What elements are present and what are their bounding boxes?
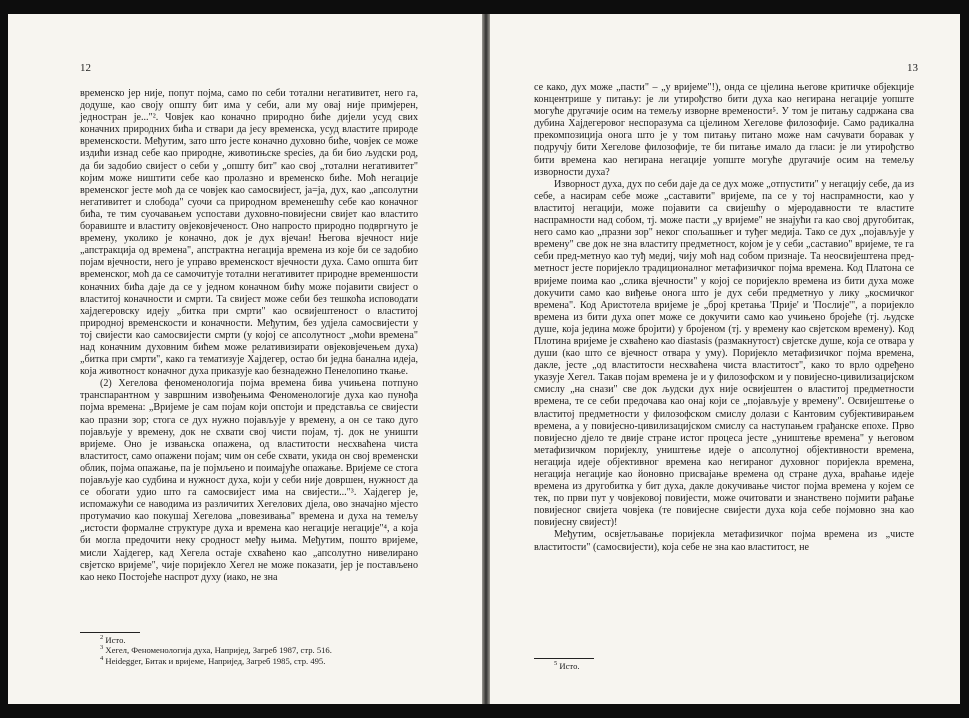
footnote-3: $^3$ Хегел, Феноменологија духа, Напријед, Загреб 1987, стр. 516.	[100, 644, 332, 656]
footnote-rule	[80, 632, 140, 633]
footnote-4: $^4$ Heidegger, Битак и вријеме, Напријед, Загреб 1985, стр. 495.	[100, 654, 326, 666]
left-body-text	[80, 88, 418, 584]
footnote-5: $^5$ Исто.	[554, 660, 580, 671]
right-page	[490, 14, 960, 704]
left-paragraph-2: (2) Хегелова феноменологија појма времена бива учињена потпуно транспарантном у завршним извођењима Феноменологије духа као пунођа појма времена: „Вријеме је сам појам који опстоји и представља се свијести као празни зор; стога се дух нужно појављује у времену, а он се тако дуго појављује у времену, док не схвати свој чисти појам, тј. док не уништи вријеме. Оно је извањска опажена, од властитости несхваћена чиста властитост, само опажени појам; чим он себе схвати, укида он свој временски облик, појма опажање, па је појмљено и поимајуће опажање. Вријеме се стога појављује као судбина и нужност духа, који у себи није довршен, нужност да се обогати удио што га самосвијест има на свијести..."³. Хајдегер је, испомажући се наводима из различитих Хегелових дјела, ово значајно мјесто протумачио као покушај Хегелова „повезивања" времена и духа на темељу „истости формалне структуре духа и времена као негације негације"⁴, а која би могла предочити неку сродност међу њима. Међутим, пошто вријеме, мисли Хајдегер, кад Хегела остаје схваћено као „апсолутно нивелирано свјетско вријеме", чије поријекло Хегел не може показати, јер је постављено као неко Постојеће наспрот духу (иако, не зна	[80, 378, 418, 583]
right-footnotes	[534, 658, 914, 671]
footnote-rule	[534, 658, 594, 659]
left-page	[8, 14, 482, 704]
book-gutter	[482, 14, 490, 704]
right-body-text	[534, 82, 914, 554]
left-paragraph-1: временско јер није, попут појма, само по себи тотални негативитет, него га, додуше, као своју општу бит има у себи, али му овај није примјерен, једностран је..."². Човјек као коначно природно биће дијели усуд свих коначних природних бића и ствари да јесу временска, усуд властите природе временскости. Међутим, зато што јесте коначно духовно биће, човјек се може издићи изнад себе као природне, животињске species, да би био људски род, да би задобио свијест о себи у „општу бит" као свој „тотални негативитет" којим може ништити себе као пролазно и временско биће. Моћ негације временског јесте моћ да се човјек као самосвијест, ја=ја, дух, као „апсолутни негативитет и слобода" суочи са природном временешћу себе као коначног бића, те тим суочавањем успостави духовно-повијесни свијет као властито боравиште и властиту овјековјеченост. Оно напросто природно подвргнуто је времену, уколико је коначно, док је дух вјечан! Његова вјечност није „апстракција од времена", апстрактна негација времена из које би се задобио појам вјечности, него је управо временскост вјечности духа. Само општа бит временског, моћ да се самочитује тотални негативитет природне временшости коначних бића даје да се у једном коначном бићу може појавити свијест о властитој коначности и смрти. Та свијест може себи без тешкоћа исповодати хајдегеровску идеју „битка при смрти" као освијештеност о властитој природној временскости и коначности. Међутим, без удјела самосвијести у тој свијести као самосвијести смрти (у којој се апсолутност „моћи времена" над коначним духовним бићем може релативизирати овјековјечењем духа) „биткa при смрти", како га тематизује Хајдегер, остао би једна банална идеја, која животност коначног духа приказује као безнадежно Пенелопино ткање.	[80, 88, 418, 378]
right-paragraph-1: се како, дух може „пасти" – „у вријеме"!), онда се цјелина његове критичке објекције концентрише у питању: је ли утирођство бити духа као негирана негације уопште могуће другачије осим на темељу изворне времености⁵. У том је питању садржана сва дубина Хајдегеровог неспоразума са цјелином Хегелове филозофије. Само радикална прекомпозиција оногa што је у том питању питано може нам сачувати боравак у подручју бити Хегелове филозофије, те би питање имало да гласи: је ли утирођство бити времена као негирана негације уопште могуће другачије осим на темељу изворности духа?	[534, 82, 914, 178]
page-number-right: 13	[907, 62, 918, 74]
footnote-2: $^2$ Исто.	[100, 634, 126, 645]
right-paragraph-2: Изворност духа, дух по себи даје да се дух може „отпустити" у негацију себе, да из себе, а насирам себе може „саставити" вријеме, па се у тој наспрамности, као у властитој негацији, може појавити са свијешћу о мјеродавности те властите наспрамности над собом, тј. може пасти „у вријеме" не знајући га као свој другобитак, него само као „празни зор" неког спољашњег и туђег медија. Тако се дух „појављује у времену" све док не зна властиту предметност, којом је у себи „саставио" вријеме, те га себи пред-метнуо као туђ медиј, чију моћ над собом признаје. Та неосвијештена пред-метност јесте поријекло традиционалног метафизичког појма времена. Код Платона се вријеме поима као „слика вјечности" у којој се поријекло времена из бити духа може докучити само као виђење онога што је дух себи предметнуо у лику „космичког времена". Код Аристотела вријеме је „број кретања 'Прије' и 'Послије'", а поријекло времена из бити духа опет може се докучити само као учињено бројеће (тј. људске душе, која једина може бројити) у бројеном (тј. у времену као свјетском времену). Код Плотина вријеме је схваћено као diastasis (размакнутост) свјетске душе, која се отвара у души (као што се вјечност отвара у уму). Поријекло метафизичког појма времена, дакле, јесте „од властитости несхваћена чиста властитост", како то врло одређено указује Хегел. Такав појам времена је и у филозофском и у повијесно-цивилизацијском смислу „на снази" све док људски дух није освијештен о властитој предметности времена, те се себи предочава као онај који се „појављује у времену". Освијештење о властитој предметности у филозофском смислу долази с Кантовим субјективирањем времена, а у повијесно-цивилизацијском смислу са наступањем грађанске епохе. Прво повијесно дјело те двије стране истог процеса јесте „уништење времена" у његовом метафизичком поријеклу, уништење идеје о апсолутној објективности времена, негација идеје објективног времена као негираног духовног поријекла времена, негација негације као йоновно присвајање времена од стране духа, враћање идеје времена из другобитка у бит духа, дакле докучивање чистог појма времена у којем се тек, по први пут у човјековој повијести, може очитовати и знанствено појмити рађање повијесног свијета човјека (те повијесне свијести духа која себе појмовно зна као повијесну свијест)!	[534, 178, 914, 529]
page-number-left: 12	[80, 62, 91, 74]
right-paragraph-3: Међутим, освјетљавање поријекла метафизичког појма времена из „чисте властитости" (самосвијести), која себе не зна као властитост, не	[534, 529, 914, 553]
left-footnotes	[80, 632, 418, 666]
